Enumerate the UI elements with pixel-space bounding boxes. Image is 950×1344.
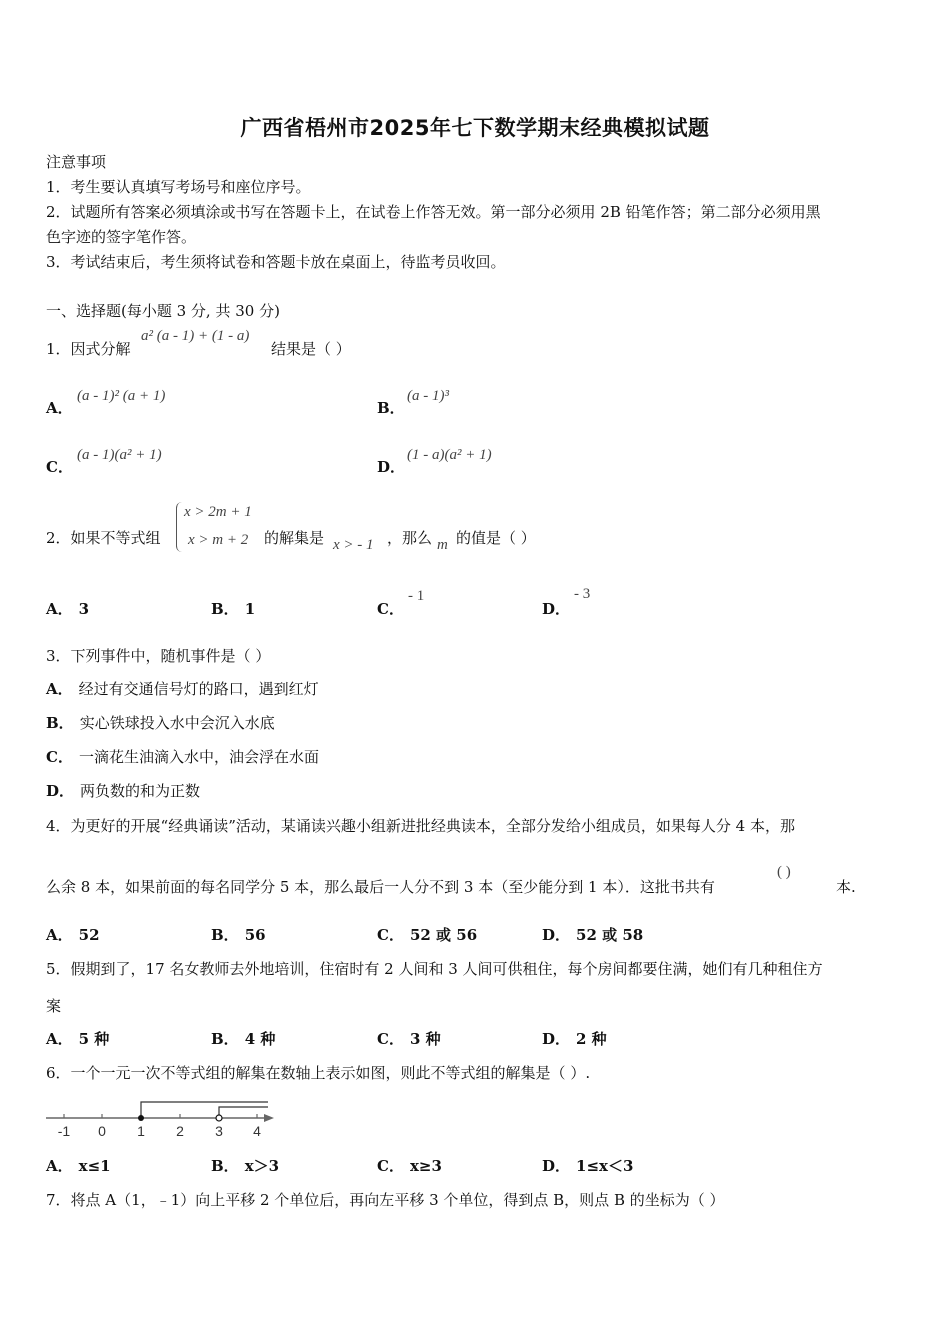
q2-option-a[interactable] xyxy=(46,599,89,619)
q2-mid2: ，那么 xyxy=(387,529,433,547)
q2-prefix: 2．如果不等式组 xyxy=(46,529,161,547)
q4-line-1: 4．为更好的开展“经典诵读”活动，某诵读兴趣小组新进批经典读本，全部分发给小组成员，如果每人分 4 本，那 xyxy=(46,817,795,835)
q3-option-d[interactable] xyxy=(46,781,200,801)
q3-option-b[interactable] xyxy=(46,713,275,733)
notice-item-3: 3．考试结束后，考生须将试卷和答题卡放在桌面上，待监考员收回。 xyxy=(46,253,506,271)
option-label: B． xyxy=(211,600,239,618)
q2-option-d[interactable] xyxy=(542,599,576,619)
notice-heading: 注意事项 xyxy=(46,153,107,171)
tick-label: 3 xyxy=(215,1123,223,1139)
option-text: 3 xyxy=(78,600,90,618)
q5-line-1: 5．假期到了，17 名女教师去外地培训，住宿时有 2 人间和 3 人间可供租住，每个房间都要住满，她们有几种租住方 xyxy=(46,960,823,978)
q1-suffix: 结果是（ ） xyxy=(271,340,351,358)
option-label: A． xyxy=(46,1030,73,1048)
q1-expression: a² (a - 1) + (1 - a) xyxy=(141,328,250,344)
q7-stem: 7．将点 A（1，﹣1）向上平移 2 个单位后，再向左平移 3 个单位，得到点 B，则点 B 的坐标为（ ） xyxy=(46,1191,725,1209)
q3-option-c[interactable] xyxy=(46,747,319,767)
q1-option-a-expr: (a - 1)² (a + 1) xyxy=(77,388,166,404)
q2-suffix: 的值是（ ） xyxy=(456,529,536,547)
option-label: D． xyxy=(542,1030,571,1048)
option-text: 1≤x＜3 xyxy=(576,1157,634,1175)
option-text: 两负数的和为正数 xyxy=(80,782,201,800)
q2-option-c-expr: - 1 xyxy=(408,588,425,604)
q6-option-d[interactable] xyxy=(542,1156,633,1176)
q4-option-b[interactable] xyxy=(211,925,266,945)
q2-option-c[interactable] xyxy=(377,599,410,619)
option-label: B． xyxy=(377,399,405,417)
option-text: 2 种 xyxy=(576,1030,607,1048)
q4-option-c[interactable] xyxy=(377,925,477,945)
option-text: 3 种 xyxy=(409,1030,441,1048)
q2-system-line-1: x > 2m + 1 xyxy=(184,504,252,520)
q6-option-a[interactable] xyxy=(46,1156,111,1176)
q1-prefix: 1．因式分解 xyxy=(46,340,131,358)
q4-line-2-end: 本. xyxy=(836,878,856,896)
option-label: B． xyxy=(211,926,239,944)
option-text: 5 种 xyxy=(78,1030,110,1048)
option-text: 一滴花生油滴入水中，油会浮在水面 xyxy=(78,748,319,766)
q5-option-c[interactable] xyxy=(377,1029,441,1049)
q1-option-d-expr: (1 - a)(a² + 1) xyxy=(407,447,492,463)
option-text: 52 或 56 xyxy=(409,926,478,944)
q1-option-b-expr: (a - 1)³ xyxy=(407,388,449,404)
option-text: 52 或 58 xyxy=(576,926,644,944)
number-line-figure xyxy=(44,1098,276,1140)
option-text: x＞3 xyxy=(244,1157,280,1175)
tick-label: 1 xyxy=(137,1123,145,1139)
option-text: 4 种 xyxy=(244,1030,276,1048)
number-line-arrow xyxy=(264,1114,274,1122)
option-label: C． xyxy=(377,600,404,618)
solution-range-2 xyxy=(219,1107,268,1118)
q1-option-c-expr: (a - 1)(a² + 1) xyxy=(77,447,162,463)
tick-label: -1 xyxy=(57,1123,71,1139)
q4-line-2: 么余 8 本，如果前面的每名同学分 5 本，那么最后一人分不到 3 本（至少能分到 1 本）．这批书共有 xyxy=(46,878,715,896)
option-label: D． xyxy=(542,600,571,618)
q6-stem: 6．一个一元一次不等式组的解集在数轴上表示如图，则此不等式组的解集是（ ）. xyxy=(46,1064,591,1082)
option-label: C． xyxy=(377,1157,404,1175)
q4-blank: ( ) xyxy=(777,864,791,880)
q2-option-d-expr: - 3 xyxy=(574,586,591,602)
option-text: x≥3 xyxy=(409,1157,442,1175)
option-text: 实心铁球投入水中会沉入水底 xyxy=(79,714,275,732)
q1-option-b[interactable] xyxy=(377,398,411,418)
option-label: C． xyxy=(377,926,404,944)
option-label: A． xyxy=(46,1157,73,1175)
q6-option-b[interactable] xyxy=(211,1156,279,1176)
open-point xyxy=(216,1115,222,1121)
option-label: B． xyxy=(46,714,74,732)
q1-option-d[interactable] xyxy=(377,457,411,477)
option-text: 56 xyxy=(244,926,266,944)
q2-system-line-2: x > m + 2 xyxy=(188,532,249,548)
q1-option-c[interactable] xyxy=(46,457,79,477)
option-text: 1 xyxy=(244,600,256,618)
q4-option-d[interactable] xyxy=(542,925,643,945)
q5-line-2: 案 xyxy=(46,997,62,1015)
option-label: D． xyxy=(46,782,75,800)
option-label: A． xyxy=(46,399,73,417)
q2-mid: 的解集是 xyxy=(264,529,325,547)
option-label: D． xyxy=(377,458,406,476)
q4-option-a[interactable] xyxy=(46,925,100,945)
page-title: 广西省梧州市2025年七下数学期末经典模拟试题 xyxy=(240,116,710,140)
option-label: C． xyxy=(46,458,73,476)
option-label: A． xyxy=(46,600,73,618)
q2-variable: m xyxy=(437,537,448,553)
q6-option-c[interactable] xyxy=(377,1156,442,1176)
tick-label: 2 xyxy=(176,1123,184,1139)
closed-point xyxy=(138,1115,144,1121)
q3-stem: 3．下列事件中，随机事件是（ ） xyxy=(46,647,271,665)
option-label: B． xyxy=(211,1157,239,1175)
tick-label: 0 xyxy=(98,1123,106,1139)
option-label: C． xyxy=(377,1030,404,1048)
notice-item-1: 1．考生要认真填写考场号和座位序号。 xyxy=(46,178,311,196)
q5-option-b[interactable] xyxy=(211,1029,275,1049)
option-label: D． xyxy=(542,926,571,944)
q1-option-a[interactable] xyxy=(46,398,79,418)
q2-option-b[interactable] xyxy=(211,599,255,619)
option-text: x≤1 xyxy=(78,1157,111,1175)
option-text: 经过有交通信号灯的路口，遇到红灯 xyxy=(78,680,319,698)
q5-option-d[interactable] xyxy=(542,1029,607,1049)
notice-item-2-cont: 色字迹的签字笔作答。 xyxy=(46,228,197,246)
notice-item-2: 2．试题所有答案必须填涂或书写在答题卡上，在试卷上作答无效。第一部分必须用 2B 铅笔作答；第二部分必须用黑 xyxy=(46,203,821,221)
section-heading: 一、选择题(每小题 3 分, 共 30 分) xyxy=(46,302,280,320)
option-text: 52 xyxy=(78,926,100,944)
q3-option-a[interactable] xyxy=(46,679,319,699)
q5-option-a[interactable] xyxy=(46,1029,109,1049)
q2-solution: x > - 1 xyxy=(333,537,374,553)
option-label: C． xyxy=(46,748,73,766)
solution-range-1 xyxy=(141,1102,268,1118)
option-label: D． xyxy=(542,1157,571,1175)
tick-label: 4 xyxy=(253,1123,261,1139)
option-label: A． xyxy=(46,926,73,944)
option-label: B． xyxy=(211,1030,239,1048)
option-label: A． xyxy=(46,680,73,698)
